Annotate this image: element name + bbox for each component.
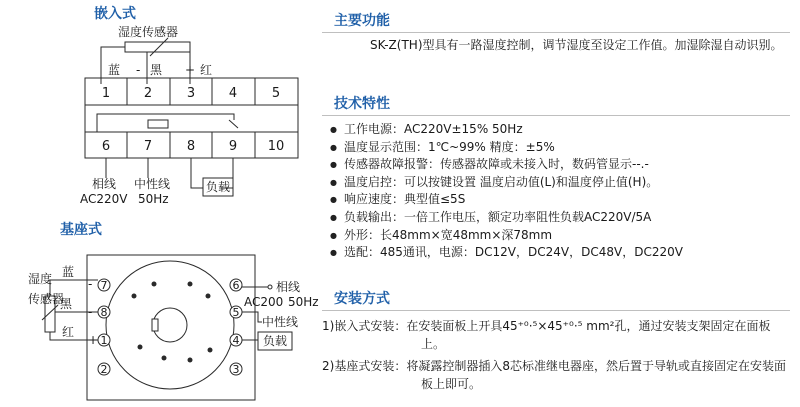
embedded-frequency-label: 50Hz [138,192,169,206]
base-frequency-label: 50Hz [288,295,319,309]
base-polarity-1: - [88,277,93,291]
base-socket [87,255,255,400]
main-function-text: SK-Z(TH)型具有一路湿度控制，调节湿度至设定工作值。加湿除湿自动识别。 [370,38,783,52]
wiring-diagrams [0,0,322,407]
base-neutral-label: 中性线 [262,315,299,329]
base-pin-6: 6 [232,279,240,292]
terminal-4: 4 [228,86,238,101]
terminal-1: 1 [101,86,111,101]
base-load-label: 负载 [262,334,288,348]
base-pin-4: 4 [232,334,240,347]
base-pin-7: 7 [100,279,108,292]
embedded-title: 嵌入式 [94,6,136,22]
divider [322,115,790,116]
base-polarity-3: + [88,333,99,347]
tech-item: ● 温度显示范围：1℃~99% 精度：±5% [330,139,798,157]
embedded-neutral-label: 中性线 [134,177,171,191]
divider [322,310,790,311]
tech-item: ● 负载输出：一倍工作电压，额定功率阻性负载AC220V/5A [330,209,798,227]
divider [322,32,790,33]
tech-title: 技术特性 [334,96,390,112]
embedded-load-label: 负载 [205,180,231,194]
embedded-phase-label: 相线 [92,177,117,191]
base-wire-black: 黑 [60,297,73,311]
terminal-3: 3 [186,86,196,101]
terminal-5: 5 [271,86,281,101]
install-item-embedded: 1)嵌入式安装：在安装面板上开具45⁺⁰·⁵×45⁺⁰·⁵ mm²孔，通过安装支架固定在面板上。 [322,319,771,351]
terminal-8: 8 [186,139,196,154]
embedded-wire-black: 黑 [150,63,163,77]
base-pin-2: 2 [100,363,108,376]
main-function-title: 主要功能 [334,13,390,29]
base-phase-label: 相线 [276,280,301,294]
embedded-sensor-label: 湿度传感器 [118,25,179,39]
base-socket-ring [106,261,234,389]
base-pin-1: 1 [100,334,108,347]
tech-item: ● 工作电源：AC220V±15% 50Hz [330,121,798,139]
embedded-wire-red: 红 [200,63,213,77]
base-polarity-2: - [88,305,93,319]
terminal-7: 7 [143,139,153,154]
base-pin-3: 3 [232,363,240,376]
base-title: 基座式 [60,222,102,238]
tech-item: ● 温度启控：可以按键设置 温度启动值(L)和温度停止值(H)。 [330,174,798,192]
tech-item: ● 响应速度：典型值≤5S [330,191,798,209]
install-title: 安装方式 [334,291,390,307]
base-wire-red: 红 [62,325,75,339]
install-item-base: 2)基座式安装：将凝露控制器插入8芯标准继电器座，然后置于导轨或直接固定在安装面板上即可。 [322,359,786,391]
base-sensor-label-2: 传感器 [28,292,65,306]
embedded-voltage-label: AC220V [80,192,128,206]
base-pin-8: 8 [100,306,108,319]
base-pin-5: 5 [232,306,240,319]
embedded-wire-blue: 蓝 [108,63,121,77]
install-list [322,317,790,393]
terminal-6: 6 [101,139,111,154]
base-wire-blue: 蓝 [62,265,75,279]
terminal-9: 9 [228,139,238,154]
base-sensor-label-1: 湿度 [28,272,53,286]
terminal-10: 10 [267,139,285,154]
embedded-wire-minus: - [136,63,141,77]
tech-item: ● 传感器故障报警：传感器故障或未接入时，数码管显示--.- [330,156,798,174]
tech-list [330,121,798,262]
terminal-2: 2 [143,86,153,101]
embedded-wire-plus: + [185,63,196,77]
tech-item: ● 选配：485通讯，电源：DC12V，DC24V，DC48V，DC220V [330,244,798,262]
tech-item: ● 外形：长48mm×宽48mm×深78mm [330,227,798,245]
base-voltage-label: AC200 [244,295,284,309]
embedded-sensor-symbol [125,42,190,52]
